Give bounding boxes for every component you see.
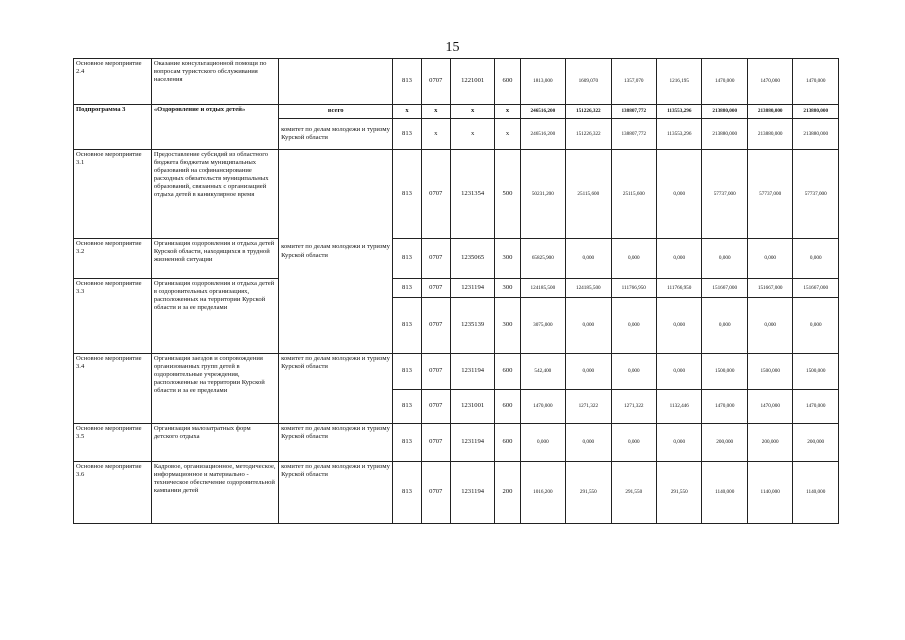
table-row — [74, 462, 839, 524]
cell: 138807,772 — [611, 119, 656, 150]
cell: 0707 — [421, 354, 450, 390]
cell: 813 — [393, 59, 421, 105]
responsible-cell: комитет по делам молодежи и туризму Курской области — [279, 354, 393, 424]
cell: 0,000 — [657, 298, 702, 354]
cell: 0,000 — [611, 239, 656, 279]
responsible-cell: комитет по делам молодежи и туризму Курской области — [279, 424, 393, 462]
cell: 813 — [393, 462, 421, 524]
cell: 1470,000 — [702, 59, 747, 105]
row-description: Организация заездов и сопровождения организованных групп детей в оздоровительные учреждения, расположенные на территории Курской области и за ее пределами — [151, 354, 278, 424]
cell: 0,000 — [611, 298, 656, 354]
cell: 0707 — [421, 59, 450, 105]
cell: x — [495, 105, 520, 119]
cell: 1470,000 — [702, 390, 747, 424]
table-row — [74, 239, 839, 279]
cell: 151667,000 — [793, 279, 839, 298]
cell: 57737,000 — [793, 150, 839, 239]
row-description: «Оздоровление и отдых детей» — [151, 105, 278, 150]
cell: 0,000 — [566, 239, 611, 279]
cell: 1271,322 — [566, 390, 611, 424]
cell: 1231194 — [450, 279, 494, 298]
row-label: Основное мероприятие 3.5 — [74, 424, 152, 462]
cell: 813 — [393, 119, 421, 150]
cell: 813 — [393, 390, 421, 424]
table-row — [74, 150, 839, 239]
cell: 291,550 — [611, 462, 656, 524]
cell: 246516,200 — [520, 119, 565, 150]
cell: 600 — [495, 354, 520, 390]
cell: 0,000 — [793, 239, 839, 279]
cell: x — [450, 119, 494, 150]
cell: 1470,000 — [793, 390, 839, 424]
cell: 0,000 — [657, 424, 702, 462]
cell: x — [450, 105, 494, 119]
budget-table — [73, 58, 839, 524]
cell: 200,000 — [702, 424, 747, 462]
cell: 1500,000 — [747, 354, 792, 390]
cell: 1470,000 — [793, 59, 839, 105]
row-label: Основное мероприятие 3.3 — [74, 279, 152, 354]
cell: 246516,200 — [520, 105, 565, 119]
cell: 600 — [495, 390, 520, 424]
cell: 0,000 — [747, 239, 792, 279]
cell: 0,000 — [611, 424, 656, 462]
cell: 813 — [393, 354, 421, 390]
cell: 213880,000 — [747, 119, 792, 150]
row-label: Подпрограмма 3 — [74, 105, 152, 150]
cell: 813 — [393, 424, 421, 462]
table-row — [74, 354, 839, 390]
cell: 0,000 — [702, 239, 747, 279]
cell: 1231354 — [450, 150, 494, 239]
cell: 25115,600 — [611, 150, 656, 239]
cell: x — [421, 105, 450, 119]
cell: 0707 — [421, 298, 450, 354]
cell: 600 — [495, 424, 520, 462]
cell: 124185,500 — [520, 279, 565, 298]
cell: 0707 — [421, 424, 450, 462]
page-number: 15 — [445, 40, 460, 55]
cell: 50231,200 — [520, 150, 565, 239]
cell: 0707 — [421, 150, 450, 239]
cell: 291,550 — [566, 462, 611, 524]
cell: 0707 — [421, 390, 450, 424]
row-label: Основное мероприятие 3.6 — [74, 462, 152, 524]
cell: 1231194 — [450, 424, 494, 462]
cell: 213880,000 — [793, 119, 839, 150]
cell: 1470,000 — [747, 390, 792, 424]
cell: 1216,195 — [657, 59, 702, 105]
cell: 200,000 — [793, 424, 839, 462]
cell: 600 — [495, 59, 520, 105]
cell: 0,000 — [657, 354, 702, 390]
table-row — [74, 279, 839, 298]
cell: 291,550 — [657, 462, 702, 524]
cell: 3075,000 — [520, 298, 565, 354]
cell: x — [495, 119, 520, 150]
row-label: Основное мероприятие 3.1 — [74, 150, 152, 239]
cell: 113553,296 — [657, 105, 702, 119]
cell: 1016,200 — [520, 462, 565, 524]
cell: 300 — [495, 239, 520, 279]
row-description: Оказание консультационной помощи по вопросам туристского обслуживания населения — [151, 59, 278, 105]
cell: x — [421, 119, 450, 150]
cell: 0707 — [421, 279, 450, 298]
row-description: Организация оздоровления и отдыха детей Курской области, находящихся в трудной жизненной ситуации — [151, 239, 278, 279]
cell: 0707 — [421, 239, 450, 279]
cell: 1470,000 — [747, 59, 792, 105]
cell: 200,000 — [747, 424, 792, 462]
table-row — [74, 424, 839, 462]
cell: 813 — [393, 150, 421, 239]
cell: 65825,900 — [520, 239, 565, 279]
responsible-cell: всего — [279, 105, 393, 119]
cell: 124185,500 — [566, 279, 611, 298]
cell: 111766,950 — [611, 279, 656, 298]
row-label: Основное мероприятие 3.4 — [74, 354, 152, 424]
cell: 813 — [393, 279, 421, 298]
cell: 57737,000 — [702, 150, 747, 239]
cell: 151667,000 — [747, 279, 792, 298]
cell: x — [393, 105, 421, 119]
cell: 300 — [495, 298, 520, 354]
row-label: Основное мероприятие 3.2 — [74, 239, 152, 279]
cell: 1132,446 — [657, 390, 702, 424]
cell: 1500,000 — [793, 354, 839, 390]
cell: 1235065 — [450, 239, 494, 279]
cell: 1271,322 — [611, 390, 656, 424]
cell: 213880,000 — [793, 105, 839, 119]
cell: 1221001 — [450, 59, 494, 105]
row-description: Организация оздоровления и отдыха детей в оздоровительных организациях, расположенных на территории Курской области и за ее пределами — [151, 279, 278, 354]
cell: 213880,000 — [702, 119, 747, 150]
responsible-cell: комитет по делам молодежи и туризму Курской области — [279, 462, 393, 524]
cell: 151226,322 — [566, 119, 611, 150]
row-description: Организация малозатратных форм детского отдыха — [151, 424, 278, 462]
cell: 0,000 — [657, 150, 702, 239]
cell: 1470,000 — [520, 390, 565, 424]
cell: 0,000 — [566, 354, 611, 390]
cell: 213880,000 — [747, 105, 792, 119]
cell: 200 — [495, 462, 520, 524]
cell: 1231001 — [450, 390, 494, 424]
row-description: Кадровое, организационное, методическое, информационное и материально - техническое обеспечение оздоровительной кампании детей — [151, 462, 278, 524]
cell: 1813,000 — [520, 59, 565, 105]
cell: 542,400 — [520, 354, 565, 390]
cell: 138807,772 — [611, 105, 656, 119]
cell: 1500,000 — [702, 354, 747, 390]
cell: 1140,000 — [793, 462, 839, 524]
cell: 300 — [495, 279, 520, 298]
cell: 1140,000 — [747, 462, 792, 524]
table-row — [74, 105, 839, 119]
cell: 0,000 — [793, 298, 839, 354]
cell: 25115,600 — [566, 150, 611, 239]
cell: 0,000 — [611, 354, 656, 390]
cell: 1231194 — [450, 354, 494, 390]
cell: 0,000 — [566, 298, 611, 354]
cell: 0,000 — [747, 298, 792, 354]
cell: 1235139 — [450, 298, 494, 354]
cell: 0,000 — [566, 424, 611, 462]
row-label: Основное мероприятие 2.4 — [74, 59, 152, 105]
responsible-cell: комитет по делам молодежи и туризму Курской области — [279, 119, 393, 150]
cell: 0,000 — [702, 298, 747, 354]
cell: 0,000 — [657, 239, 702, 279]
cell: 500 — [495, 150, 520, 239]
cell: 111766,950 — [657, 279, 702, 298]
cell: 1609,070 — [566, 59, 611, 105]
cell: 0707 — [421, 462, 450, 524]
cell: 1231194 — [450, 462, 494, 524]
responsible-cell — [279, 59, 393, 105]
responsible-cell: комитет по делам молодежи и туризму Курской области — [279, 150, 393, 354]
cell: 813 — [393, 239, 421, 279]
cell: 151667,000 — [702, 279, 747, 298]
cell: 813 — [393, 298, 421, 354]
cell: 1140,000 — [702, 462, 747, 524]
table-row — [74, 59, 839, 105]
row-description: Предоставление субсидий из областного бюджета бюджетам муниципальных образований на софинансирование расходных обязательств муниципальных образований, связанных с организацией отдыха детей в каникулярное время — [151, 150, 278, 239]
cell: 213880,000 — [702, 105, 747, 119]
cell: 1357,070 — [611, 59, 656, 105]
cell: 113553,296 — [657, 119, 702, 150]
cell: 151226,322 — [566, 105, 611, 119]
cell: 0,000 — [520, 424, 565, 462]
cell: 57737,000 — [747, 150, 792, 239]
